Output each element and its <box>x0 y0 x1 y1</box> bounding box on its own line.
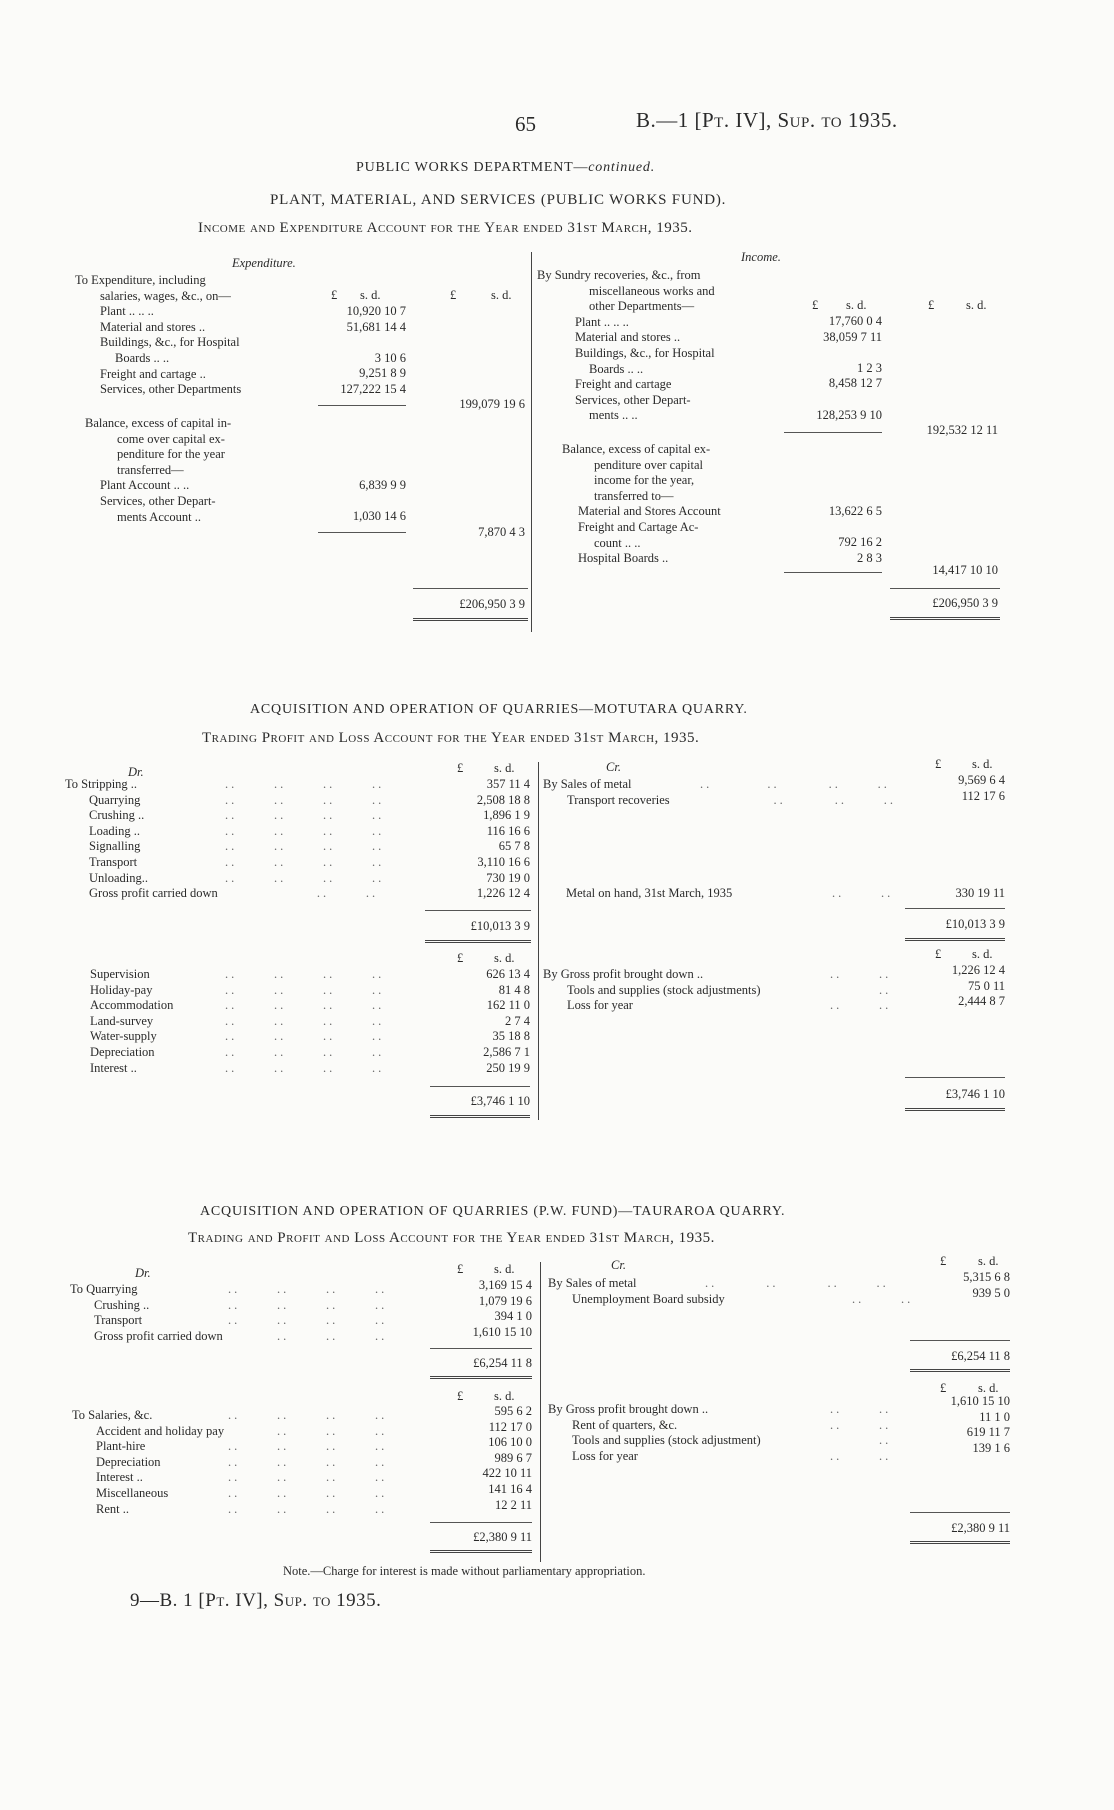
rule <box>318 405 406 406</box>
amount: 75 0 11 <box>967 978 1005 993</box>
amount: 9,569 6 4 <box>958 773 1005 787</box>
department-heading: PUBLIC WORKS DEPARTMENT—continued. <box>356 160 655 175</box>
tauraroa-overhead-amounts <box>420 1404 532 1513</box>
debit-item: Holiday-pay <box>90 982 153 997</box>
amount: 162 11 0 <box>486 998 530 1013</box>
income-grand-total: £206,950 3 9 <box>932 596 998 610</box>
amount: 35 18 8 <box>492 1029 530 1044</box>
currency-pound: £ <box>928 298 935 312</box>
amount: 12 2 11 <box>494 1497 532 1512</box>
amount: 10,920 10 7 <box>346 304 406 318</box>
tauraroa-debit-amounts <box>420 1278 532 1340</box>
currency-pound: £ <box>450 288 457 302</box>
currency-pound: £ <box>331 288 338 302</box>
income-balance-item: Hospital Boards .. <box>578 551 669 566</box>
debit-item: Transport <box>89 854 138 869</box>
page-number: 65 <box>515 112 536 136</box>
interest-note: Note.—Charge for interest is made without parliamentary appropriation. <box>283 1564 646 1578</box>
income-item: Buildings, &c., for Hospital <box>575 345 715 360</box>
expenditure-heading: Expenditure. <box>232 256 296 270</box>
expenditure-amounts <box>300 304 406 398</box>
tauraroa-credit2-amounts <box>895 1394 1010 1456</box>
column-divider <box>540 1262 541 1562</box>
currency-pound: £ <box>812 298 819 312</box>
amount: 1,030 14 6 <box>352 509 406 524</box>
income-balance-amounts <box>772 504 882 566</box>
debit-heading: Dr. <box>135 1266 151 1280</box>
income-item: miscellaneous works and <box>589 283 715 298</box>
balance-amounts <box>300 478 406 525</box>
fund-title: PLANT, MATERIAL, AND SERVICES (PUBLIC WORKS FUND). <box>270 192 727 208</box>
credit-item: Rent of quarters, &c. <box>572 1417 678 1432</box>
motutara-debit-total: £10,013 3 9 <box>470 919 530 933</box>
tauraroa-title: ACQUISITION AND OPERATION OF QUARRIES (P.W. FUND)—TAURAROA QUARRY. <box>200 1204 786 1219</box>
balance-item: Balance, excess of capital in- <box>85 416 232 430</box>
motutara-credit-items <box>543 777 670 808</box>
currency-pound: £ <box>935 757 942 771</box>
amount: 250 19 9 <box>486 1060 530 1075</box>
expenditure-items <box>75 273 241 398</box>
rule <box>784 432 882 433</box>
income-balance-item: transferred to— <box>594 488 674 503</box>
debit-item: Transport <box>94 1313 143 1328</box>
debit-item: Signalling <box>89 839 141 854</box>
amount: 989 6 7 <box>494 1450 532 1465</box>
expenditure-item: Boards .. .. <box>115 350 170 365</box>
credit-item: Loss for year <box>567 998 633 1013</box>
amount: 6,839 9 9 <box>359 478 406 492</box>
income-amounts <box>772 314 882 423</box>
debit-item: Loading .. <box>89 823 141 838</box>
rule <box>910 1340 1010 1341</box>
amount: 9,251 8 9 <box>359 366 406 381</box>
income-balance-item: count .. .. <box>594 535 641 550</box>
amount: 1,226 12 4 <box>476 886 530 901</box>
amount: 38,059 7 11 <box>823 329 882 344</box>
double-rule <box>413 618 528 621</box>
currency-sd: s. d. <box>494 761 515 775</box>
debit-item: Crushing .. <box>89 808 145 823</box>
balance-total: 7,870 4 3 <box>478 525 525 539</box>
amount: 17,760 0 4 <box>828 314 882 328</box>
amount: 730 19 0 <box>486 870 530 885</box>
motutara-overhead-items <box>90 967 173 1076</box>
credit-item: By Gross profit brought down .. <box>548 1402 709 1416</box>
amount: 3,110 16 6 <box>477 854 530 869</box>
income-item: ments .. .. <box>589 408 638 423</box>
double-rule <box>430 1550 532 1553</box>
debit-item: Water-supply <box>90 1029 157 1044</box>
tauraroa-overhead-total: £2,380 9 11 <box>473 1530 532 1544</box>
amount: 1 2 3 <box>857 360 882 375</box>
amount: 106 10 0 <box>488 1435 532 1450</box>
rule <box>910 1512 1010 1513</box>
rule <box>890 588 1000 589</box>
tauraroa-subtitle: Trading and Profit and Loss Account for the Year ended 31st March, 1935. <box>188 1230 715 1246</box>
tauraroa-debit-items <box>70 1282 223 1344</box>
debit-item: To Stripping .. <box>65 777 138 791</box>
tauraroa-credit-total: £6,254 11 8 <box>951 1349 1010 1363</box>
amount: 422 10 11 <box>482 1466 532 1481</box>
tauraroa-overhead-items <box>72 1408 224 1517</box>
currency-sd: s. d. <box>360 288 381 302</box>
amount: 2 7 4 <box>505 1013 530 1028</box>
amount: 619 11 7 <box>966 1425 1010 1440</box>
debit-item: Plant-hire <box>96 1439 146 1454</box>
currency-sd: s. d. <box>972 757 993 771</box>
credit-heading: Cr. <box>606 760 621 774</box>
debit-item: Depreciation <box>96 1454 161 1469</box>
debit-item: Supervision <box>90 967 150 981</box>
amount: 394 1 0 <box>494 1309 532 1324</box>
amount: 1,610 15 10 <box>950 1394 1010 1408</box>
motutara-debit-amounts <box>420 777 530 902</box>
double-rule <box>910 1541 1010 1544</box>
document-reference: B.—1 [Pt. IV], Sup. to 1935. <box>636 108 898 132</box>
debit-item: Crushing .. <box>94 1297 150 1312</box>
account-title: Income and Expenditure Account for the Year ended 31st March, 1935. <box>198 220 693 236</box>
amount: 51,681 14 4 <box>346 319 406 334</box>
currency-sd: s. d. <box>978 1381 999 1395</box>
amount: 139 1 6 <box>972 1440 1010 1455</box>
amount: 357 11 4 <box>486 777 530 791</box>
currency-pound: £ <box>940 1254 947 1268</box>
balance-items <box>85 416 231 525</box>
double-rule <box>430 1376 532 1379</box>
amount: 65 7 8 <box>498 839 530 854</box>
income-item: other Departments— <box>589 299 695 314</box>
debit-item: Land-survey <box>90 1013 154 1028</box>
debit-item: Depreciation <box>90 1044 155 1059</box>
double-rule <box>910 1369 1010 1372</box>
amount: 8,458 12 7 <box>828 376 882 391</box>
debit-item: Rent .. <box>96 1501 129 1516</box>
double-rule <box>905 1108 1005 1111</box>
income-total: 192,532 12 11 <box>926 423 998 437</box>
income-balance-item: Material and Stores Account <box>578 504 721 519</box>
debit-item: To Quarrying <box>70 1282 138 1296</box>
double-rule <box>430 1115 530 1118</box>
expenditure-item: Freight and cartage .. <box>100 366 206 381</box>
balance-item: ments Account .. <box>117 509 202 524</box>
debit-item: Quarrying <box>89 792 141 807</box>
column-divider <box>538 762 539 1120</box>
amount: 3,169 15 4 <box>478 1278 532 1292</box>
motutara-credit2-total: £3,746 1 10 <box>945 1087 1005 1101</box>
balance-item: Plant Account .. .. <box>100 478 190 493</box>
income-balance-item: penditure over capital <box>594 457 703 472</box>
debit-item: Interest .. <box>90 1060 137 1075</box>
currency-sd: s. d. <box>846 298 867 312</box>
income-items <box>537 268 715 424</box>
currency-sd: s. d. <box>978 1254 999 1268</box>
expenditure-item: Plant .. .. .. <box>100 304 154 319</box>
motutara-credit2-amounts <box>890 963 1005 1010</box>
debit-item: To Salaries, &c. <box>72 1408 153 1422</box>
motutara-credit-total: £10,013 3 9 <box>945 917 1005 931</box>
amount: 2 8 3 <box>857 550 882 565</box>
tauraroa-debit-total: £6,254 11 8 <box>473 1356 532 1370</box>
amount: 116 16 6 <box>486 823 530 838</box>
credit-item: By Sales of metal <box>543 777 632 791</box>
motutara-subtitle: Trading Profit and Loss Account for the Year ended 31st March, 1935. <box>202 730 700 746</box>
currency-sd: s. d. <box>491 288 512 302</box>
footer-reference: 9—B. 1 [Pt. IV], Sup. to 1935. <box>130 1590 382 1611</box>
debit-item: Miscellaneous <box>96 1485 169 1500</box>
balance-item: penditure for the year <box>117 447 225 462</box>
tauraroa-credit-amounts <box>895 1270 1010 1301</box>
amount: 11 1 0 <box>979 1409 1010 1424</box>
currency-sd: s. d. <box>494 1389 515 1403</box>
credit-item: Transport recoveries <box>567 792 670 807</box>
balance-item: come over capital ex- <box>117 431 225 446</box>
rule <box>430 1522 532 1523</box>
income-item: Boards .. .. <box>589 361 644 376</box>
currency-pound: £ <box>457 1389 464 1403</box>
credit-item: By Gross profit brought down .. <box>543 967 704 981</box>
amount: 81 4 8 <box>498 982 530 997</box>
rule <box>430 1086 530 1087</box>
tauraroa-credit2-total: £2,380 9 11 <box>951 1521 1010 1535</box>
amount: 112 17 0 <box>488 1419 532 1434</box>
income-item: Services, other Depart- <box>575 392 691 407</box>
double-rule <box>905 938 1005 941</box>
income-item: By Sundry recoveries, &c., from <box>537 268 701 282</box>
amount: 2,586 7 1 <box>483 1044 530 1059</box>
expenditure-grand-total: £206,950 3 9 <box>459 597 525 611</box>
currency-sd: s. d. <box>494 1262 515 1276</box>
amount: 1,079 19 6 <box>478 1293 532 1308</box>
expenditure-item: Services, other Departments <box>100 382 242 397</box>
amount: 127,222 15 4 <box>340 381 406 396</box>
tauraroa-credit-items <box>548 1276 725 1307</box>
debit-item: Gross profit carried down <box>94 1328 223 1343</box>
income-balance-total: 14,417 10 10 <box>932 563 998 577</box>
rule <box>784 572 882 573</box>
metal-on-hand-label: Metal on hand, 31st March, 1935 <box>566 886 733 900</box>
expenditure-item: To Expenditure, including <box>75 273 206 287</box>
currency-sd: s. d. <box>494 951 515 965</box>
income-item: Freight and cartage <box>575 377 672 392</box>
amount: 626 13 4 <box>486 967 530 981</box>
amount: 2,444 8 7 <box>958 994 1005 1009</box>
amount: 3 10 6 <box>374 350 406 365</box>
rule <box>413 588 528 589</box>
rule <box>425 910 531 911</box>
motutara-overhead-amounts <box>420 967 530 1076</box>
double-rule <box>425 940 531 943</box>
income-item: Material and stores .. <box>575 330 681 345</box>
currency-pound: £ <box>457 1262 464 1276</box>
income-balance-item: Freight and Cartage Ac- <box>578 519 699 534</box>
tauraroa-credit2-items <box>548 1402 761 1464</box>
amount: 1,896 1 9 <box>483 808 530 823</box>
currency-pound: £ <box>935 947 942 961</box>
expenditure-item: Buildings, &c., for Hospital <box>100 335 240 350</box>
amount: 112 17 6 <box>961 788 1005 803</box>
column-divider <box>531 252 532 632</box>
expenditure-total: 199,079 19 6 <box>459 397 525 411</box>
amount: 2,508 18 8 <box>476 792 530 807</box>
currency-pound: £ <box>457 761 464 775</box>
motutara-credit2-items <box>543 967 761 1014</box>
debit-item: Interest .. <box>96 1470 143 1485</box>
rule <box>905 908 1005 909</box>
credit-item: Unemployment Board subsidy <box>572 1291 725 1306</box>
credit-item: Tools and supplies (stock adjustments) <box>567 982 761 997</box>
amount: 1,610 15 10 <box>472 1324 532 1339</box>
amount: 5,315 6 8 <box>963 1270 1010 1284</box>
credit-item: By Sales of metal <box>548 1276 637 1290</box>
amount: 1,226 12 4 <box>951 963 1005 977</box>
currency-sd: s. d. <box>972 947 993 961</box>
rule <box>318 532 406 533</box>
double-rule <box>890 617 1000 620</box>
debit-item: Unloading.. <box>89 870 149 885</box>
currency-pound: £ <box>940 1381 947 1395</box>
motutara-overhead-total: £3,746 1 10 <box>470 1094 530 1108</box>
credit-heading: Cr. <box>611 1258 626 1272</box>
income-item: Plant .. .. .. <box>575 314 629 329</box>
credit-item: Loss for year <box>572 1448 638 1463</box>
income-heading: Income. <box>741 250 781 264</box>
amount: 939 5 0 <box>972 1285 1010 1300</box>
income-balance-items <box>562 442 721 567</box>
metal-on-hand-amount: 330 19 11 <box>955 886 1005 900</box>
currency-sd: s. d. <box>966 298 987 312</box>
debit-item: Accommodation <box>90 998 174 1013</box>
debit-heading: Dr. <box>128 765 144 779</box>
income-balance-item: Balance, excess of capital ex- <box>562 442 711 456</box>
balance-item: transferred— <box>117 462 184 477</box>
motutara-debit-items <box>65 777 218 902</box>
debit-item: Gross profit carried down <box>89 886 218 901</box>
expenditure-item: Material and stores .. <box>100 319 206 334</box>
expenditure-item: salaries, wages, &c., on— <box>100 288 231 303</box>
rule <box>430 1348 532 1349</box>
motutara-credit-amounts <box>890 773 1005 804</box>
debit-item: Accident and holiday pay <box>96 1423 225 1438</box>
rule <box>905 1077 1005 1078</box>
amount: 128,253 9 10 <box>816 407 882 422</box>
amount: 595 6 2 <box>494 1404 532 1418</box>
credit-item: Tools and supplies (stock adjustment) <box>572 1433 761 1448</box>
amount: 792 16 2 <box>838 535 882 550</box>
amount: 141 16 4 <box>488 1481 532 1496</box>
currency-pound: £ <box>457 951 464 965</box>
balance-item: Services, other Depart- <box>100 493 216 508</box>
motutara-title: ACQUISITION AND OPERATION OF QUARRIES—MOTUTARA QUARRY. <box>250 702 748 717</box>
amount: 13,622 6 5 <box>828 504 882 518</box>
income-balance-item: income for the year, <box>594 473 695 488</box>
